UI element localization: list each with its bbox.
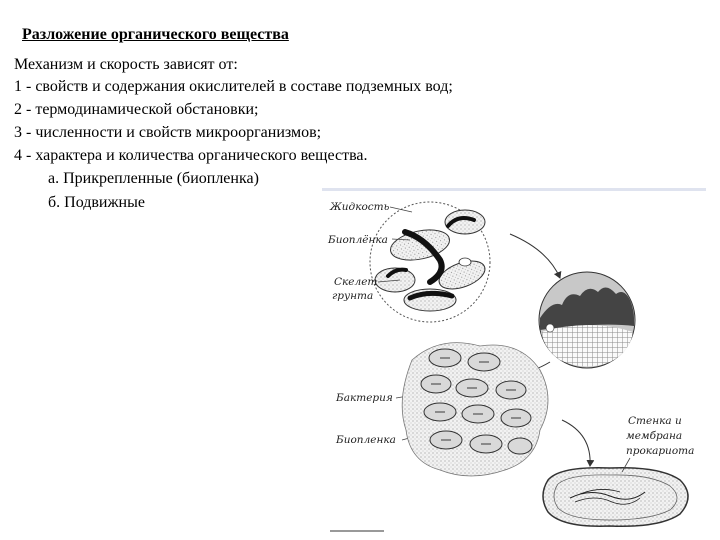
biofilm-detail-circle	[539, 272, 635, 368]
prokaryote-cell	[543, 468, 688, 527]
soil-circle	[370, 202, 490, 322]
label-biofilm-bottom: Биопленка	[336, 434, 396, 446]
label-bacterium: Бактерия	[336, 392, 393, 404]
list-item-3: 3 - численности и свойств микроорганизмов;	[14, 124, 322, 141]
list-item-2: 2 - термодинамической обстановки;	[14, 101, 259, 118]
sub-item-attached: а. Прикрепленные (биопленка)	[48, 170, 259, 187]
decorative-strip	[322, 188, 706, 191]
list-item-1: 1 - свойств и содержания окислителей в составе подземных вод;	[14, 78, 453, 95]
label-skeleton-line2: грунта	[332, 290, 374, 302]
label-wall-line1: Стенка и	[628, 415, 682, 427]
label-liquid: Жидкость	[330, 201, 390, 213]
list-item-4: 4 - характера и количества органического вещества.	[14, 147, 368, 164]
label-wall-line3: прокариота	[626, 445, 695, 457]
label-wall-line2: мембрана	[626, 430, 683, 442]
arrow-to-detail	[510, 234, 560, 278]
arrow-to-prokaryote	[562, 420, 590, 466]
label-skeleton-line1: Скелет	[334, 276, 378, 288]
bacteria-cluster	[402, 343, 548, 476]
sub-item-mobile: б. Подвижные	[48, 194, 145, 211]
slide-title: Разложение органического вещества	[22, 26, 289, 43]
intro-text: Механизм и скорость зависят от:	[14, 56, 238, 73]
label-biofilm-top: Биоплёнка	[328, 234, 388, 246]
